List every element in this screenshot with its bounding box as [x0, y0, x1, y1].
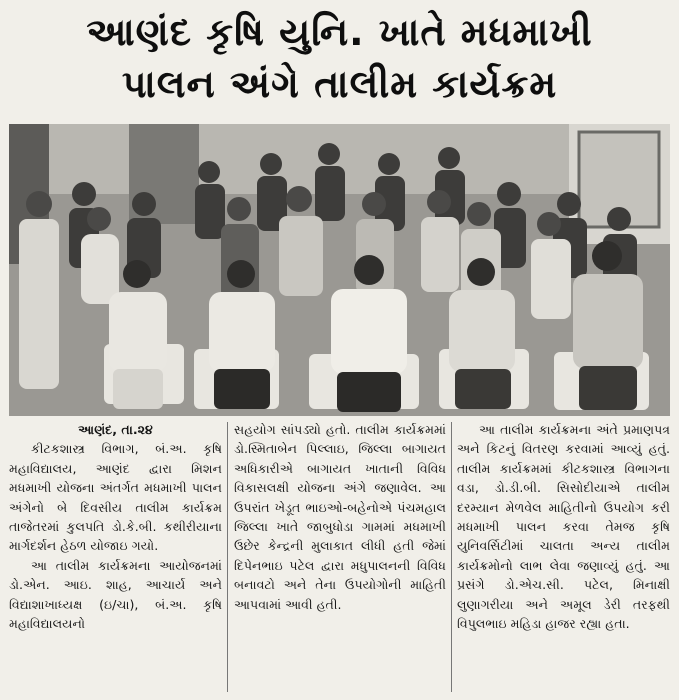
column-divider: [451, 422, 452, 692]
headline-line-2: પાલન અંગે તાલીમ કાર્યક્રમ: [121, 62, 558, 106]
column-divider: [227, 422, 228, 692]
headline: [0, 6, 679, 110]
group-photo-image: [9, 124, 670, 416]
article-column-3: [457, 420, 670, 696]
article-column-2: [234, 420, 446, 696]
group-photo: [9, 124, 670, 416]
article-paragraph: આ તાલીમ કાર્યક્રમના અંતે પ્રમાણપત્ર અને કિટનું વિતરણ કરવામાં આવ્યું હતું. તાલીમ કાર્યક્રમમાં કીટકશાસ્ત્ર વિભાગના વડા, ડો.ડી.બી. સિસોદીયાએ તાલીમ દરમ્યાન મેળવેલ માહિતીનો ઉપયોગ કરી મધમાખી પાલન કરવા તેમજ કૃષિ યુનિવર્સિટીમાં ચાલતા અન્ય તાલીમ કાર્યક્રમોનો લાભ લેવા જણાવ્યું હતું. આ પ્રસંગે ડો.એચ.સી. પટેલ, મિનાક્ષી લુણાગરીયા અને અમૂલ ડેરી તરફથી વિપુલભાઇ મહિડા હાજર રહ્યા હતા.: [457, 422, 670, 632]
dateline: આણંદ, તા.૨૪: [78, 422, 153, 437]
article-column-1: [9, 420, 222, 696]
article-body: [9, 420, 670, 696]
article-paragraph: કીટકશાસ્ત્ર વિભાગ, બં.અ. કૃષિ મહાવિદ્યાલય, આણંદ દ્વારા મિશન મધમાખી યોજના અંતર્ગત મધમાખી પાલન અંગેનો બે દિવસીય તાલીમ કાર્યક્રમ તાજેતરમાં કુલપતિ ડો.કે.બી. કથીરીયાના માર્ગદર્શન હેઠળ યોજાઇ ગયો.: [9, 441, 222, 554]
headline-line-1: આણંદ કૃષિ યુનિ. ખાતે મધમાખી: [86, 10, 593, 54]
article-paragraph: સહયોગ સાંપડ્યો હતો. તાલીમ કાર્યક્રમમાં ડો.સ્મિતાબેન પિલ્લાઇ, જિલ્લા બાગાયત અધિકારીએ બાગાયત ખાતાની વિવિધ વિકાસલક્ષી યોજના અંગે જણાવેલ. આ ઉપરાંત ખેડૂત ભાઇઓ-બહેનોએ પંચમહાલ જિલ્લા ખાતે જાબુધોડા ગામમાં મધમાખી ઉછેર કેન્દ્રની મુલાકાત લીધી હતી જેમાં દિપેનભાઇ પટેલ દ્વારા મધુપાલનની વિવિધ બનાવટો અને તેના ઉપયોગોની માહિતી આપવામાં આવી હતી.: [234, 422, 446, 612]
article-paragraph: આ તાલીમ કાર્યક્રમના આયોજનમાં ડો.એન. આઇ. શાહ, આચાર્ય અને વિદ્યાશાખાધ્યક્ષ (ઇ/ચા), બં.અ. કૃષિ મહાવિદ્યાલયનો: [9, 557, 222, 632]
